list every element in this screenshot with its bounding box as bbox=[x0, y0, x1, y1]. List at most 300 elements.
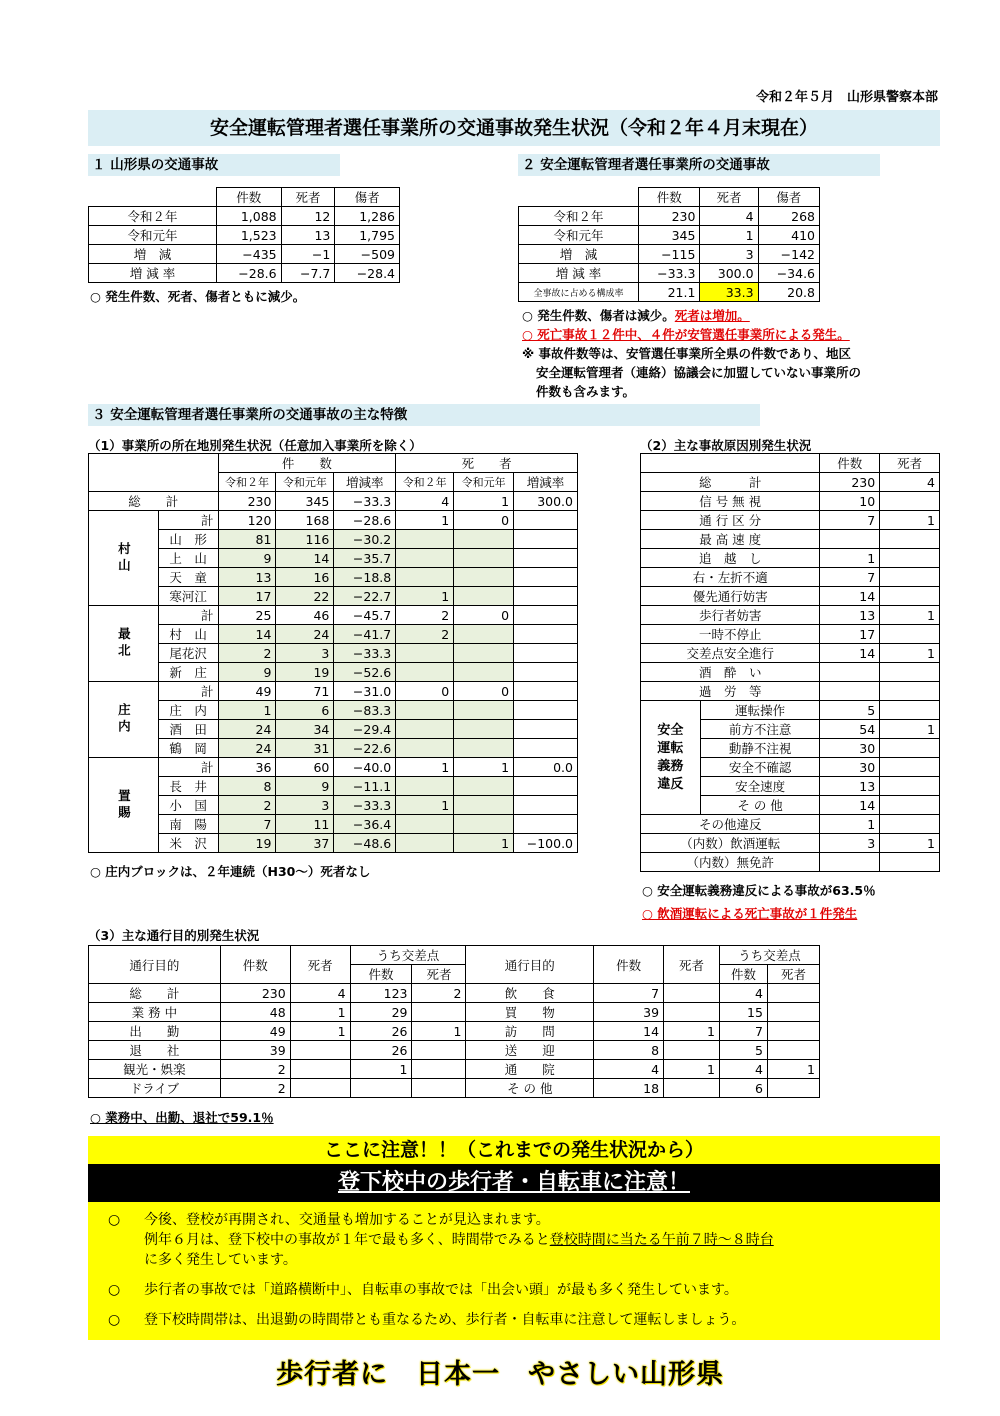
cell bbox=[514, 530, 578, 549]
cell: −31.0 bbox=[334, 682, 396, 701]
cell bbox=[514, 682, 578, 701]
cell: 4 bbox=[594, 1060, 664, 1079]
row-label: （内数）飲酒運転 bbox=[641, 834, 820, 853]
cell: 7 bbox=[594, 984, 664, 1003]
cell: 2 bbox=[396, 606, 454, 625]
header-purpose: 通行目的 bbox=[466, 946, 594, 984]
cell: −28.6 bbox=[217, 264, 282, 283]
cell: 4 bbox=[880, 473, 940, 492]
row-label: 退 社 bbox=[89, 1041, 221, 1060]
cell: 1 bbox=[290, 1022, 350, 1041]
row-label: 訪 問 bbox=[466, 1022, 594, 1041]
cell: 1 bbox=[880, 511, 940, 530]
row-label: 運転操作 bbox=[700, 701, 820, 720]
cell bbox=[396, 663, 454, 682]
section2-title: ２ 安全運転管理者選任事業所の交通事故 bbox=[518, 154, 880, 176]
cell bbox=[880, 701, 940, 720]
group-label: 安全 運転 義務 違反 bbox=[641, 701, 701, 815]
cell: 0 bbox=[454, 511, 514, 530]
header-purpose: 通行目的 bbox=[89, 946, 221, 984]
cell: 14 bbox=[276, 549, 334, 568]
cell bbox=[820, 853, 880, 872]
cell: −22.6 bbox=[334, 739, 396, 758]
cell bbox=[880, 625, 940, 644]
cell: 4 bbox=[720, 984, 768, 1003]
cell bbox=[880, 530, 940, 549]
cell bbox=[454, 777, 514, 796]
cell: 230 bbox=[820, 473, 880, 492]
header-kensu: 件数 bbox=[350, 965, 412, 984]
cell: 3 bbox=[276, 796, 334, 815]
cell: 1,795 bbox=[335, 226, 400, 245]
cell: −35.7 bbox=[334, 549, 396, 568]
cell bbox=[880, 492, 940, 511]
row-label: 令和２年 bbox=[89, 207, 217, 226]
row-label: 買 物 bbox=[466, 1003, 594, 1022]
row-label: 村 山 bbox=[158, 625, 218, 644]
cell: −33.3 bbox=[639, 264, 700, 283]
col-header: 死者 bbox=[880, 454, 940, 473]
prefecture-accident-table bbox=[88, 187, 400, 283]
row-label: 飲 食 bbox=[466, 984, 594, 1003]
cell: 18 bbox=[594, 1079, 664, 1098]
cell: 300.0 bbox=[514, 492, 578, 511]
cell: 71 bbox=[276, 682, 334, 701]
cell: 0 bbox=[454, 606, 514, 625]
cell: 1 bbox=[767, 1060, 819, 1079]
row-label: 令和元年 bbox=[89, 226, 217, 245]
row-label: 令和元年 bbox=[519, 226, 639, 245]
cell bbox=[664, 1003, 720, 1022]
cell: −33.3 bbox=[334, 796, 396, 815]
cell: 4 bbox=[700, 207, 758, 226]
region-label: 最北 bbox=[89, 606, 159, 682]
header-kensu: 件数 bbox=[720, 965, 768, 984]
managed-accident-table bbox=[518, 187, 820, 302]
col-header: 件数 bbox=[639, 188, 700, 207]
cell: −1 bbox=[281, 245, 335, 264]
cell: 4 bbox=[290, 984, 350, 1003]
row-label: 米 沢 bbox=[158, 834, 218, 853]
cell: 268 bbox=[758, 207, 819, 226]
row-label: （内数）無免許 bbox=[641, 853, 820, 872]
cell: 1 bbox=[218, 701, 276, 720]
cell: 0 bbox=[454, 682, 514, 701]
cell: 168 bbox=[276, 511, 334, 530]
location-table bbox=[88, 453, 578, 853]
row-label: 歩行者妨害 bbox=[641, 606, 820, 625]
cell bbox=[412, 1060, 466, 1079]
cell: 230 bbox=[218, 492, 276, 511]
cell: −33.3 bbox=[334, 492, 396, 511]
cell bbox=[514, 739, 578, 758]
cell: 17 bbox=[218, 587, 276, 606]
cell: 34 bbox=[276, 720, 334, 739]
row-label: 酒 酔 い bbox=[641, 663, 820, 682]
cell: 300.0 bbox=[700, 264, 758, 283]
cell bbox=[396, 777, 454, 796]
cell: 14 bbox=[594, 1022, 664, 1041]
cell bbox=[454, 739, 514, 758]
attention-headline: 登下校中の歩行者・自転車に注意！ bbox=[88, 1164, 940, 1202]
cell: 5 bbox=[720, 1041, 768, 1060]
cell bbox=[880, 682, 940, 701]
cell: 1 bbox=[396, 796, 454, 815]
header-r1: 令和元年 bbox=[454, 473, 514, 492]
slogan: 歩行者に 日本一 やさしい山形県 bbox=[276, 1359, 724, 1390]
row-label: 寒河江 bbox=[158, 587, 218, 606]
cell bbox=[514, 815, 578, 834]
row-label: 信 号 無 視 bbox=[641, 492, 820, 511]
cell bbox=[396, 815, 454, 834]
row-label: 通 行 区 分 bbox=[641, 511, 820, 530]
cell: 9 bbox=[276, 777, 334, 796]
cell: 1 bbox=[880, 606, 940, 625]
cell bbox=[514, 625, 578, 644]
row-label: 動静不注視 bbox=[700, 739, 820, 758]
cell: 39 bbox=[594, 1003, 664, 1022]
row-label: 計 bbox=[158, 682, 218, 701]
cell: 2 bbox=[220, 1060, 290, 1079]
cell bbox=[767, 1022, 819, 1041]
row-label: 増 減 bbox=[89, 245, 217, 264]
cell bbox=[880, 663, 940, 682]
cell: 24 bbox=[218, 739, 276, 758]
header-kensu: 件数 bbox=[594, 946, 664, 984]
cell bbox=[880, 739, 940, 758]
row-label: 増 減 bbox=[519, 245, 639, 264]
cell: 345 bbox=[276, 492, 334, 511]
table3-title: （3）主な通行目的別発生状況 bbox=[88, 928, 260, 943]
cell bbox=[454, 587, 514, 606]
row-label: 安全不確認 bbox=[700, 758, 820, 777]
cell bbox=[880, 549, 940, 568]
row-label: 優先通行妨害 bbox=[641, 587, 820, 606]
cell: 1 bbox=[396, 511, 454, 530]
col-header: 傷者 bbox=[335, 188, 400, 207]
cell: 1,523 bbox=[217, 226, 282, 245]
cell: 3 bbox=[276, 644, 334, 663]
cell: 0.0 bbox=[514, 758, 578, 777]
cell: 30 bbox=[820, 739, 880, 758]
cell: 1 bbox=[454, 834, 514, 853]
cell: 2 bbox=[220, 1079, 290, 1098]
cell bbox=[767, 1079, 819, 1098]
cell bbox=[767, 1003, 819, 1022]
cell: 1 bbox=[880, 720, 940, 739]
row-label: そ の 他 bbox=[700, 796, 820, 815]
date-organization: 令和２年５月 山形県警察本部 bbox=[755, 90, 938, 105]
row-label: 追 越 し bbox=[641, 549, 820, 568]
header-shisha: 死者 bbox=[664, 946, 720, 984]
table1-title: （1）事業所の所在地別発生状況（任意加入事業所を除く） bbox=[88, 438, 422, 453]
cell bbox=[514, 777, 578, 796]
row-label: 計 bbox=[158, 511, 218, 530]
cell: 15 bbox=[720, 1003, 768, 1022]
cell bbox=[412, 1003, 466, 1022]
cell bbox=[396, 530, 454, 549]
section2-note2: ○ 死亡事故１２件中、４件が安管選任事業所による発生。 bbox=[522, 327, 850, 342]
cell: −11.1 bbox=[334, 777, 396, 796]
section2-note1: ○ 発生件数、傷者は減少。死者は増加。 bbox=[522, 308, 750, 323]
table1-note: ○ 庄内ブロックは、２年連続（H30～）死者なし bbox=[90, 864, 371, 879]
col-header: 件数 bbox=[217, 188, 282, 207]
cell bbox=[514, 796, 578, 815]
cell: −509 bbox=[335, 245, 400, 264]
row-label: 山 形 bbox=[158, 530, 218, 549]
page-title: 安全運転管理者選任事業所の交通事故発生状況（令和２年４月末現在） bbox=[88, 110, 940, 146]
row-label: 計 bbox=[158, 606, 218, 625]
cell bbox=[880, 815, 940, 834]
cell: 13 bbox=[820, 606, 880, 625]
cell: 0 bbox=[396, 682, 454, 701]
row-label: 総 計 bbox=[89, 984, 221, 1003]
total-label: 総 計 bbox=[89, 492, 219, 511]
cell bbox=[820, 682, 880, 701]
row-label: 小 国 bbox=[158, 796, 218, 815]
cell: 49 bbox=[218, 682, 276, 701]
header-r2: 令和２年 bbox=[396, 473, 454, 492]
table3-note: ○ 業務中、出勤、退社で59.1％ bbox=[90, 1110, 274, 1125]
row-label: 安全速度 bbox=[700, 777, 820, 796]
cell: 1 bbox=[290, 1003, 350, 1022]
cell bbox=[454, 720, 514, 739]
cell bbox=[350, 1079, 412, 1098]
row-label: 新 庄 bbox=[158, 663, 218, 682]
cell bbox=[290, 1079, 350, 1098]
cell bbox=[880, 587, 940, 606]
row-label: 最 高 速 度 bbox=[641, 530, 820, 549]
cell bbox=[454, 644, 514, 663]
cell bbox=[880, 758, 940, 777]
cell: 8 bbox=[594, 1041, 664, 1060]
cell: 20.8 bbox=[758, 283, 819, 302]
cell bbox=[396, 549, 454, 568]
row-label: 観光・娯楽 bbox=[89, 1060, 221, 1079]
cell bbox=[396, 834, 454, 853]
cell bbox=[396, 720, 454, 739]
cell bbox=[454, 549, 514, 568]
header-kensu: 件 数 bbox=[218, 454, 396, 473]
cell: 13 bbox=[820, 777, 880, 796]
cell: 1 bbox=[454, 758, 514, 777]
cell: 1 bbox=[700, 226, 758, 245]
cell: −52.6 bbox=[334, 663, 396, 682]
cell bbox=[454, 796, 514, 815]
cell: 1 bbox=[664, 1060, 720, 1079]
cell: 25 bbox=[218, 606, 276, 625]
cell: 7 bbox=[720, 1022, 768, 1041]
cell: 12 bbox=[281, 207, 335, 226]
cell: 11 bbox=[276, 815, 334, 834]
cell: 46 bbox=[276, 606, 334, 625]
section2-note3: ※ 事故件数等は、安管選任事業所全県の件数であり、地区 安全運転管理者（連絡）協議会に加盟していない事業所の 件数も含みます。 bbox=[522, 346, 862, 399]
cell: 30 bbox=[820, 758, 880, 777]
cell: 10 bbox=[820, 492, 880, 511]
cell: 345 bbox=[639, 226, 700, 245]
cell: 39 bbox=[220, 1041, 290, 1060]
cell: 2 bbox=[218, 796, 276, 815]
cell: 1 bbox=[880, 644, 940, 663]
cell bbox=[396, 701, 454, 720]
cell: 13 bbox=[281, 226, 335, 245]
region-label: 村山 bbox=[89, 511, 159, 606]
cell: 14 bbox=[820, 587, 880, 606]
cell bbox=[396, 644, 454, 663]
cell bbox=[454, 568, 514, 587]
col-header: 傷者 bbox=[758, 188, 819, 207]
cell bbox=[514, 701, 578, 720]
col-header: 件数 bbox=[820, 454, 880, 473]
cell bbox=[454, 625, 514, 644]
cell bbox=[820, 530, 880, 549]
row-label: 増 減 率 bbox=[89, 264, 217, 283]
cell: −83.3 bbox=[334, 701, 396, 720]
cell: 9 bbox=[218, 663, 276, 682]
cell: 230 bbox=[220, 984, 290, 1003]
cell: 8 bbox=[218, 777, 276, 796]
cell bbox=[514, 663, 578, 682]
cell bbox=[454, 815, 514, 834]
row-label: 天 童 bbox=[158, 568, 218, 587]
cell: −142 bbox=[758, 245, 819, 264]
cell: 1 bbox=[820, 549, 880, 568]
cell: 1 bbox=[396, 758, 454, 777]
cell: 1 bbox=[820, 815, 880, 834]
header-r2: 令和２年 bbox=[218, 473, 276, 492]
cell bbox=[664, 1041, 720, 1060]
row-label: 全事故に占める構成率 bbox=[519, 283, 639, 302]
cell: −45.7 bbox=[334, 606, 396, 625]
cell: −435 bbox=[217, 245, 282, 264]
cell: 81 bbox=[218, 530, 276, 549]
row-label: 送 迎 bbox=[466, 1041, 594, 1060]
cell bbox=[290, 1060, 350, 1079]
header-rate: 増減率 bbox=[514, 473, 578, 492]
cell: 19 bbox=[276, 663, 334, 682]
cell bbox=[514, 720, 578, 739]
row-label: 南 陽 bbox=[158, 815, 218, 834]
cell: 4 bbox=[396, 492, 454, 511]
row-label: 出 勤 bbox=[89, 1022, 221, 1041]
cell: 7 bbox=[218, 815, 276, 834]
row-label: 酒 田 bbox=[158, 720, 218, 739]
cell: 6 bbox=[276, 701, 334, 720]
attention-title: ここに注意！！（これまでの発生状況から） bbox=[88, 1136, 940, 1164]
cell bbox=[514, 549, 578, 568]
header-r1: 令和元年 bbox=[276, 473, 334, 492]
cell: 3 bbox=[820, 834, 880, 853]
region-label: 置賜 bbox=[89, 758, 159, 853]
cell: 116 bbox=[276, 530, 334, 549]
cell bbox=[396, 739, 454, 758]
row-label: 通 院 bbox=[466, 1060, 594, 1079]
cell: 26 bbox=[350, 1022, 412, 1041]
cell: 13 bbox=[218, 568, 276, 587]
cell bbox=[664, 984, 720, 1003]
cell: 31 bbox=[276, 739, 334, 758]
cell bbox=[412, 1079, 466, 1098]
cell bbox=[514, 606, 578, 625]
cell: −29.4 bbox=[334, 720, 396, 739]
row-label: 増 減 率 bbox=[519, 264, 639, 283]
highlight-cell: 33.3 bbox=[700, 283, 758, 302]
cell: 230 bbox=[639, 207, 700, 226]
cell bbox=[396, 568, 454, 587]
header-kousa: うち交差点 bbox=[350, 946, 466, 965]
cell: 2 bbox=[396, 625, 454, 644]
cell: −22.7 bbox=[334, 587, 396, 606]
attention-body: ○ 今後、登校が再開され、交通量も増加することが見込まれます。 例年６月は、登下校中の事故が１年で最も多く、時間帯でみると登校時間に当たる午前７時～８時台 に多く発生しています。 ○ 歩行者の事故では「道路横断中」、自転車の事故では「出会い頭」が最も多く発生しています。 ○ 登下校時間帯は、出退勤の時間帯とも重なるため、歩行者・自転車に注意して運転しましょう。 bbox=[88, 1202, 940, 1340]
cell bbox=[767, 1041, 819, 1060]
cell: 24 bbox=[218, 720, 276, 739]
row-label: その他違反 bbox=[641, 815, 820, 834]
table2-note1: ○ 安全運転義務違反による事故が63.5％ bbox=[642, 883, 876, 898]
cell: −33.3 bbox=[334, 644, 396, 663]
cell bbox=[880, 796, 940, 815]
header-shisha: 死者 bbox=[290, 946, 350, 984]
table2-note2: ○ 飲酒運転による死亡事故が１件発生 bbox=[642, 906, 858, 921]
cell: 1,088 bbox=[217, 207, 282, 226]
cell: 1 bbox=[350, 1060, 412, 1079]
cell: 22 bbox=[276, 587, 334, 606]
row-label: 業 務 中 bbox=[89, 1003, 221, 1022]
cell: 7 bbox=[820, 511, 880, 530]
section1-note: ○ 発生件数、死者、傷者ともに減少。 bbox=[90, 289, 306, 304]
cell: −18.8 bbox=[334, 568, 396, 587]
cell: 5 bbox=[820, 701, 880, 720]
cell bbox=[880, 568, 940, 587]
cell: 29 bbox=[350, 1003, 412, 1022]
cell: −40.0 bbox=[334, 758, 396, 777]
cell: 410 bbox=[758, 226, 819, 245]
cell: −30.2 bbox=[334, 530, 396, 549]
cell bbox=[514, 511, 578, 530]
header-shisha: 死者 bbox=[412, 965, 466, 984]
cell bbox=[514, 587, 578, 606]
cell: 14 bbox=[820, 796, 880, 815]
cell bbox=[514, 568, 578, 587]
cell bbox=[514, 644, 578, 663]
header-rate: 増減率 bbox=[334, 473, 396, 492]
cell: 1 bbox=[412, 1022, 466, 1041]
cell bbox=[880, 853, 940, 872]
cell: 120 bbox=[218, 511, 276, 530]
cell: 123 bbox=[350, 984, 412, 1003]
cell: 24 bbox=[276, 625, 334, 644]
section3-title: ３ 安全運転管理者選任事業所の交通事故の主な特徴 bbox=[88, 404, 760, 426]
cell: 54 bbox=[820, 720, 880, 739]
row-label: 一時不停止 bbox=[641, 625, 820, 644]
cell: 7 bbox=[820, 568, 880, 587]
cell: −7.7 bbox=[281, 264, 335, 283]
cell bbox=[880, 777, 940, 796]
row-label: そ の 他 bbox=[466, 1079, 594, 1098]
cell: 16 bbox=[276, 568, 334, 587]
cell: 1 bbox=[880, 834, 940, 853]
cell: 19 bbox=[218, 834, 276, 853]
cell: 37 bbox=[276, 834, 334, 853]
cell: 1,286 bbox=[335, 207, 400, 226]
cell: −100.0 bbox=[514, 834, 578, 853]
cell bbox=[454, 701, 514, 720]
row-label: 上 山 bbox=[158, 549, 218, 568]
cell: −28.6 bbox=[334, 511, 396, 530]
purpose-table bbox=[88, 945, 820, 1098]
cell: −34.6 bbox=[758, 264, 819, 283]
row-label: 交差点安全進行 bbox=[641, 644, 820, 663]
cell: 26 bbox=[350, 1041, 412, 1060]
